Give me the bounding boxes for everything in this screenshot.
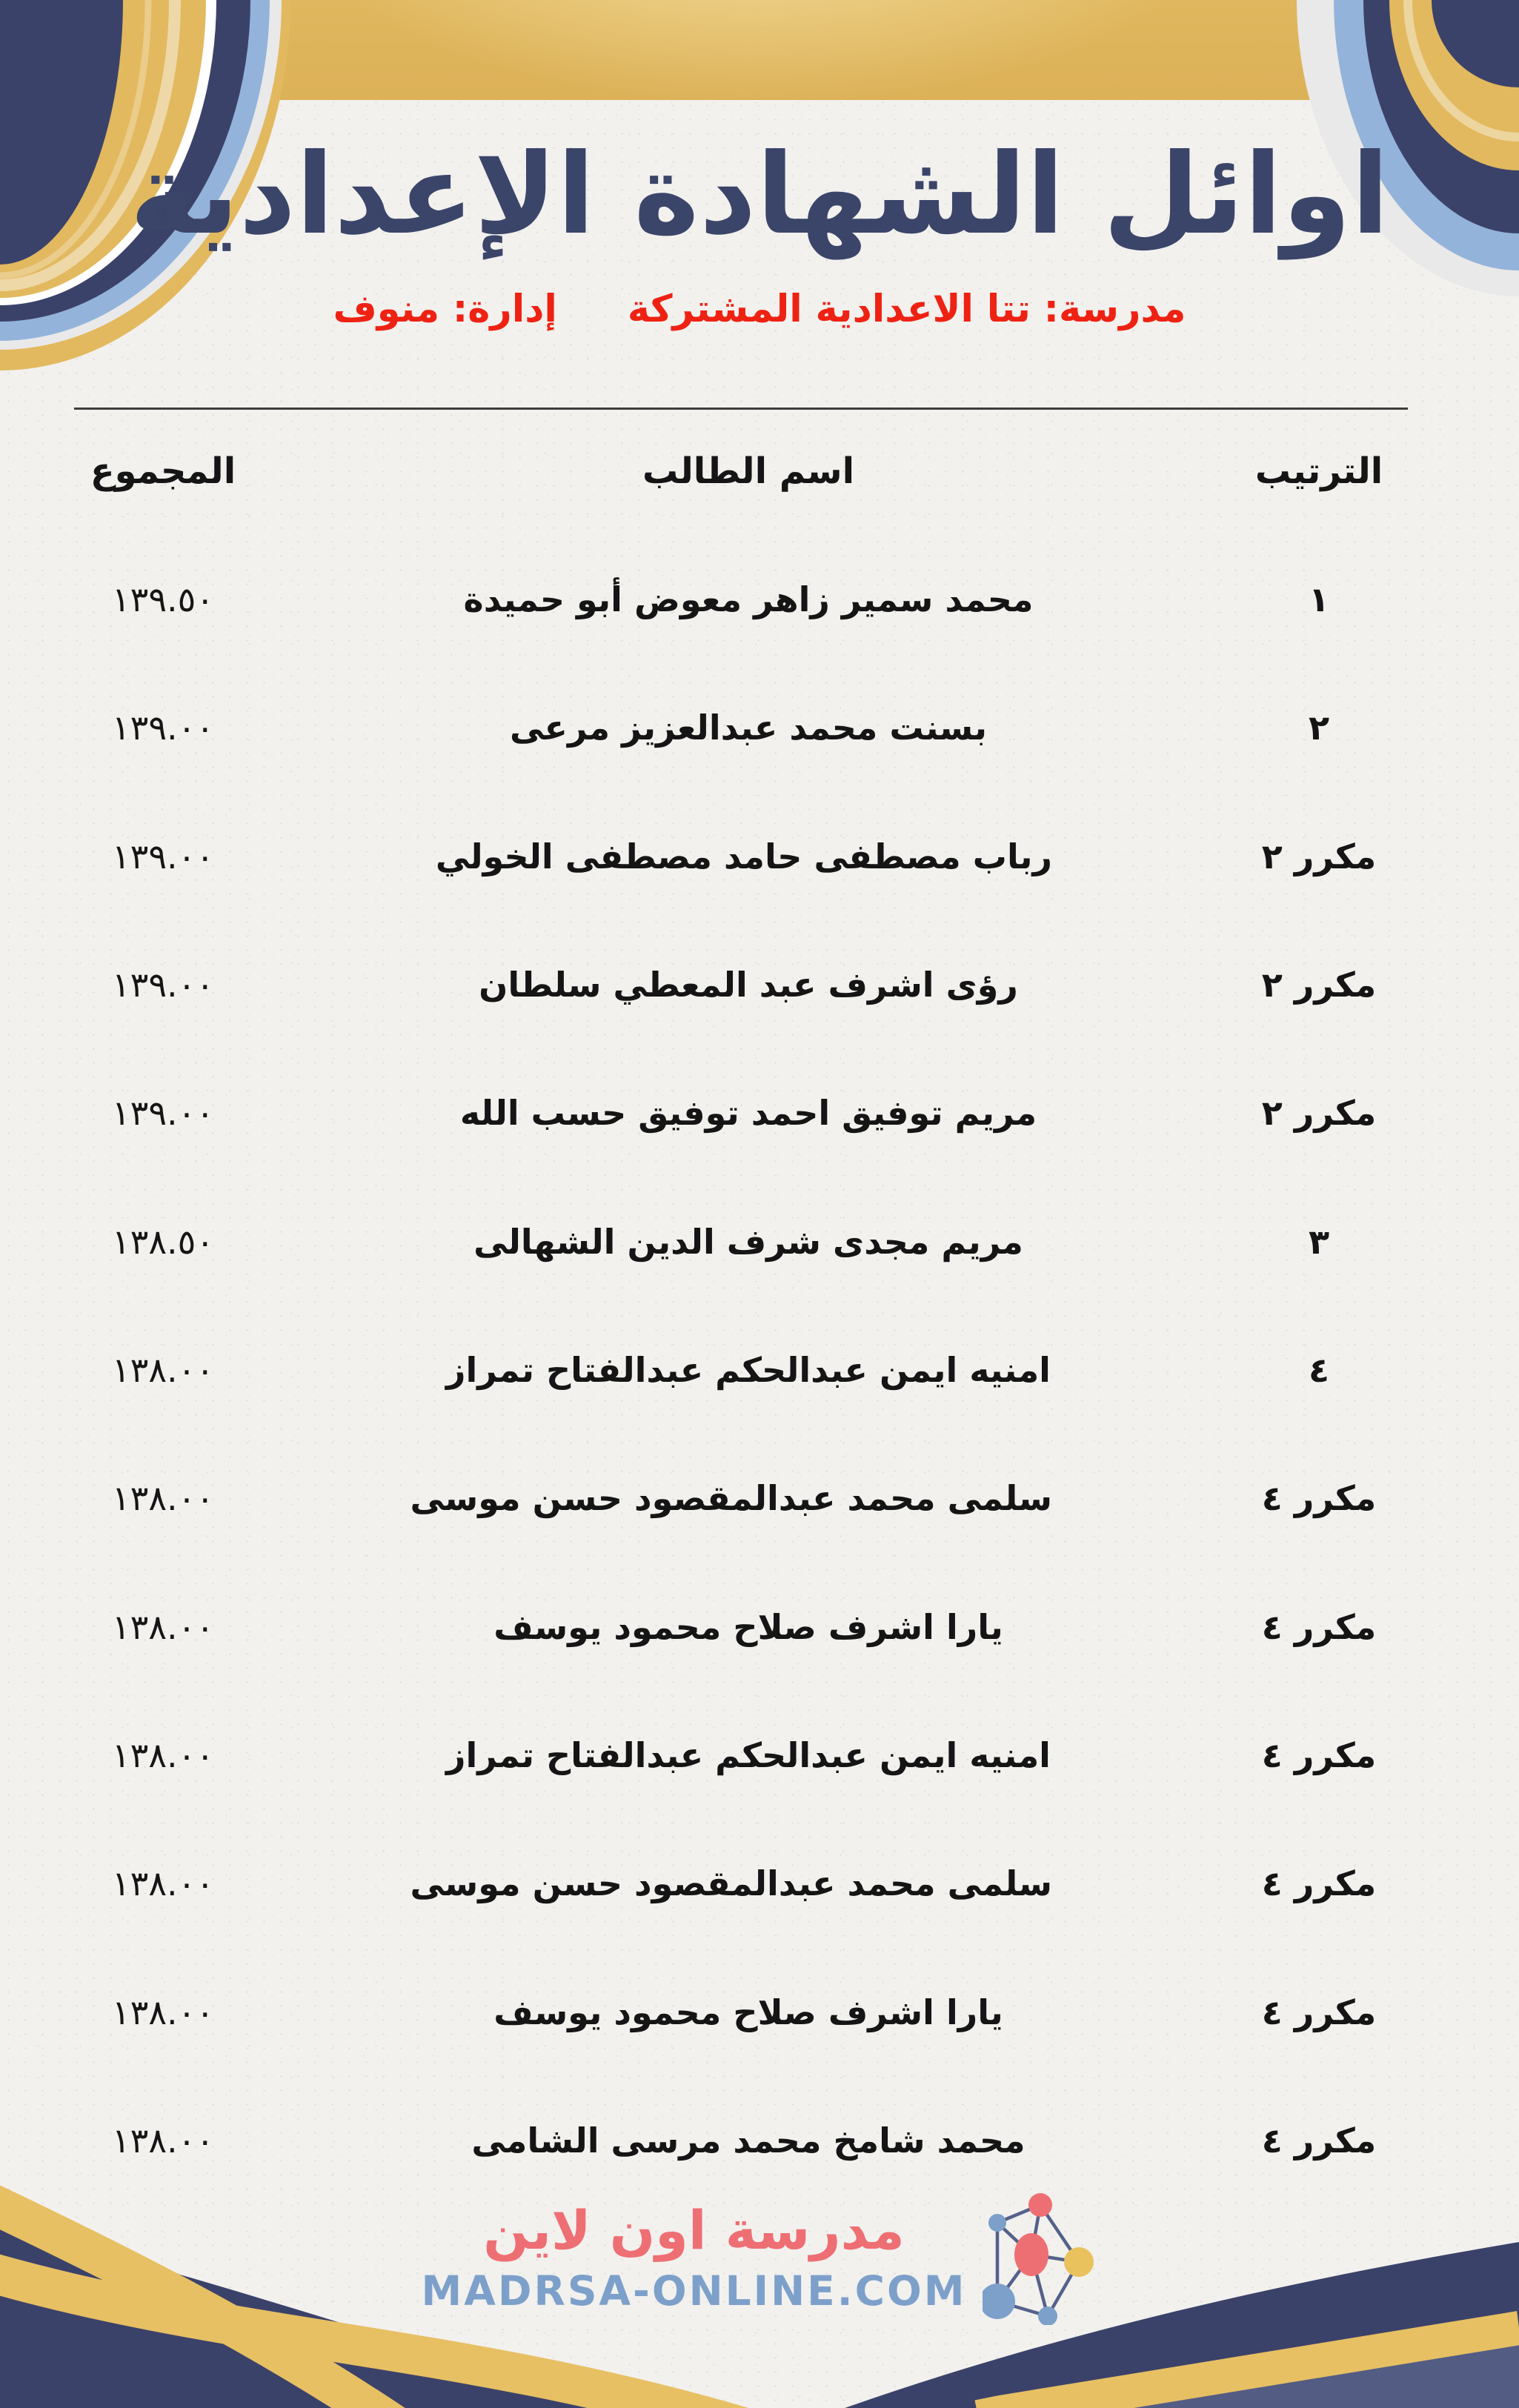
total-score: ١٣٨.٥٠ [111, 1222, 215, 1262]
table-row [0, 1478, 1519, 1526]
rank-value: مكرر ٤ [1261, 1863, 1377, 1903]
student-name: امنيه ايمن عبدالحكم عبدالفتاح تمراز [446, 1350, 1051, 1390]
brand-domain: MADRSA-ONLINE.COM [421, 2266, 967, 2315]
student-name: رؤى اشرف عبد المعطي سلطان [479, 965, 1018, 1005]
total-score: ١٣٩.٠٠ [111, 708, 215, 748]
rank-value: مكرر ٤ [1261, 1735, 1377, 1775]
total-score: ١٣٨.٠٠ [111, 2121, 215, 2161]
table-row [0, 1093, 1519, 1140]
table-row [0, 579, 1519, 627]
total-score: ١٣٨.٠٠ [111, 1863, 215, 1903]
total-score: ١٣٩.٠٠ [111, 837, 215, 877]
rank-value: مكرر ٤ [1261, 1607, 1377, 1647]
rank-value: مكرر ٢ [1261, 965, 1377, 1005]
divider-line [74, 408, 1408, 410]
network-logo-icon [983, 2184, 1097, 2325]
brand-text [422, 2195, 967, 2314]
school-name: مدرسة: تتا الاعدادية المشتركة [627, 287, 1186, 331]
student-name: مريم مجدى شرف الدين الشهالى [473, 1222, 1023, 1262]
rank-value: ٢ [1308, 708, 1330, 748]
table-row [0, 1863, 1519, 1911]
total-score: ١٣٩.٠٠ [111, 1093, 215, 1133]
student-name: يارا اشرف صلاح محمود يوسف [493, 1992, 1003, 2032]
table-row [0, 1222, 1519, 1269]
student-name: محمد سمير زاهر معوض أبو حميدة [463, 579, 1034, 619]
table-header [0, 450, 1519, 498]
column-header-student-name: اسم الطالب [642, 450, 855, 492]
student-name: امنيه ايمن عبدالحكم عبدالفتاح تمراز [446, 1735, 1051, 1775]
rank-value: مكرر ٢ [1261, 1093, 1377, 1133]
column-header-rank: الترتيب [1254, 450, 1383, 492]
total-score: ١٣٨.٠٠ [111, 1350, 215, 1390]
table-row [0, 708, 1519, 755]
table-row [0, 1607, 1519, 1654]
table-row [0, 1735, 1519, 1783]
student-name: يارا اشرف صلاح محمود يوسف [493, 1607, 1003, 1647]
total-score: ١٣٩.٠٠ [111, 965, 215, 1005]
rank-value: مكرر ٤ [1261, 2121, 1377, 2161]
student-name: سلمى محمد عبدالمقصود حسن موسى [410, 1863, 1052, 1903]
rank-value: ١ [1308, 579, 1330, 619]
brand-name-arabic: مدرسة اون لاين [483, 2199, 905, 2262]
page-title: اوائل الشهادة الإعدادية [130, 130, 1389, 259]
subtitle [0, 287, 1519, 331]
student-name: مريم توفيق احمد توفيق حسب الله [459, 1093, 1037, 1133]
rank-value: مكرر ٤ [1261, 1478, 1377, 1518]
total-score: ١٣٩.٥٠ [111, 579, 215, 619]
table-row [0, 2121, 1519, 2168]
table-row [0, 837, 1519, 884]
student-name: رباب مصطفى حامد مصطفى الخولي [435, 837, 1052, 877]
student-name: محمد شامخ محمد مرسى الشامى [471, 2121, 1026, 2161]
table-row [0, 1350, 1519, 1397]
table-row [0, 965, 1519, 1012]
total-score: ١٣٨.٠٠ [111, 1607, 215, 1647]
total-score: ١٣٨.٠٠ [111, 1992, 215, 2032]
rank-value: مكرر ٤ [1261, 1992, 1377, 2032]
total-score: ١٣٨.٠٠ [111, 1735, 215, 1775]
student-name: بسنت محمد عبدالعزيز مرعى [510, 708, 987, 748]
rank-value: ٣ [1308, 1222, 1330, 1262]
column-header-total: المجموع [90, 450, 236, 492]
administration-name: إدارة: منوف [333, 287, 557, 331]
student-name: سلمى محمد عبدالمقصود حسن موسى [410, 1478, 1052, 1518]
rank-value: ٤ [1308, 1350, 1330, 1390]
brand-logo [0, 2184, 1519, 2325]
table-row [0, 1992, 1519, 2040]
rank-value: مكرر ٢ [1261, 837, 1377, 877]
total-score: ١٣٨.٠٠ [111, 1478, 215, 1518]
